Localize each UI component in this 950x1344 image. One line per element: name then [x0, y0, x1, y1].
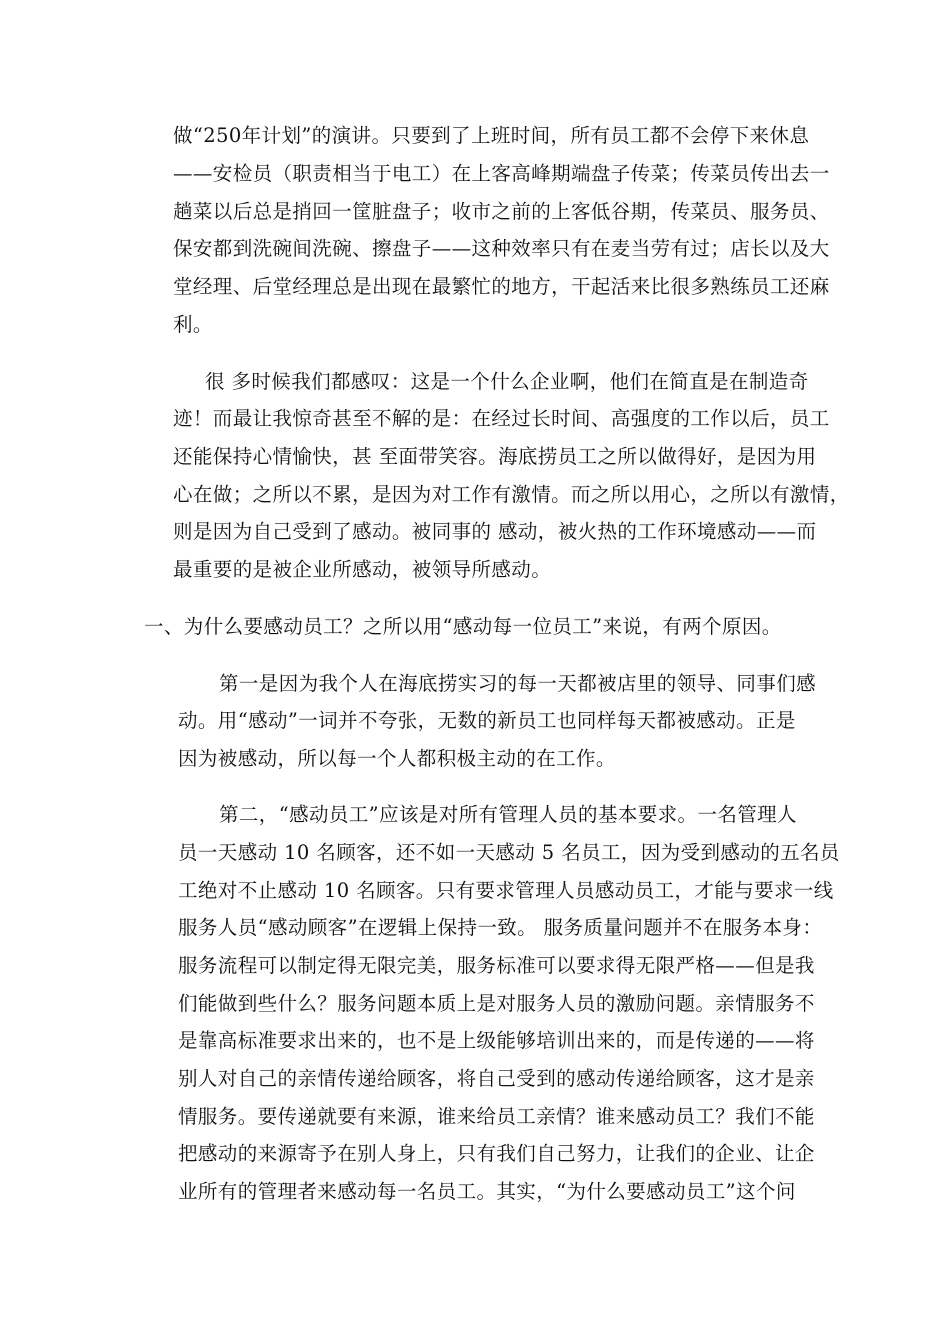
text-line: 服务人员“感动顾客”在逻辑上保持一致。 服务质量问题并不在服务本身： — [178, 916, 823, 939]
text-line: 工绝对不止感动 10 名顾客。只有要求管理人员感动员工，才能与要求一线 — [178, 879, 834, 902]
text-line: 保安都到洗碗间洗碗、擦盘子——这种效率只有在麦当劳有过；店长以及大 — [173, 237, 830, 260]
text-line: 最重要的是被企业所感动，被领导所感动。 — [173, 558, 552, 581]
text-line: 们能做到些什么？服务问题本质上是对服务人员的激励问题。亲情服务不 — [178, 992, 815, 1015]
text-line: 很 多时候我们都感叹：这是一个什么企业啊，他们在简直是在制造奇 — [205, 370, 809, 393]
text-line: 业所有的管理者来感动每一名员工。其实，“为什么要感动员工”这个问 — [178, 1180, 796, 1203]
text-line: 心在做；之所以不累，是因为对工作有激情。而之所以用心，之所以有激情， — [173, 483, 850, 506]
section-heading: 一、为什么要感动员工？之所以用“感动每一位员工”来说，有两个原因。 — [144, 615, 782, 638]
text-line: 堂经理、后堂经理总是出现在最繁忙的地方，干起活来比很多熟练员工还麻 — [173, 275, 830, 298]
text-line: 员一天感动 10 名顾客，还不如一天感动 5 名员工，因为受到感动的五名员 — [178, 841, 840, 864]
text-line: 是靠高标准要求出来的，也不是上级能够培训出来的，而是传递的——将 — [178, 1029, 815, 1052]
text-line: 情服务。要传递就要有来源，谁来给员工亲情？谁来感动员工？我们不能 — [178, 1105, 815, 1128]
text-line: 第一是因为我个人在海底捞实习的每一天都被店里的领导、同事们感 — [219, 672, 817, 695]
text-line: 做“250年计划”的演讲。只要到了上班时间，所有员工都不会停下来休息 — [173, 124, 810, 147]
text-line: 第二，“感动员工”应该是对所有管理人员的基本要求。一名管理人 — [219, 803, 797, 826]
text-line: 服务流程可以制定得无限完美，服务标准可以要求得无限严格——但是我 — [178, 954, 815, 977]
text-line: ——安检员（职责相当于电工）在上客高峰期端盘子传菜；传菜员传出去一 — [173, 162, 830, 185]
text-line: 迹！而最让我惊奇甚至不解的是：在经过长时间、高强度的工作以后，员工 — [173, 407, 830, 430]
text-line: 因为被感动，所以每一个人都积极主动的在工作。 — [178, 747, 616, 770]
text-line: 动。用“感动”一词并不夸张，无数的新员工也同样每天都被感动。正是 — [178, 709, 796, 732]
text-line: 把感动的来源寄予在别人身上，只有我们自己努力，让我们的企业、让企 — [178, 1142, 815, 1165]
text-line: 则是因为自己受到了感动。被同事的 感动，被火热的工作环境感动——而 — [173, 520, 817, 543]
text-line: 利。 — [173, 313, 213, 336]
text-line: 趟菜以后总是捎回一筐脏盘子；收市之前的上客低谷期，传菜员、服务员、 — [173, 200, 830, 223]
text-line: 别人对自己的亲情传递给顾客，将自己受到的感动传递给顾客，这才是亲 — [178, 1067, 815, 1090]
text-line: 还能保持心情愉快，甚 至面带笑容。海底捞员工之所以做得好，是因为用 — [173, 445, 817, 468]
